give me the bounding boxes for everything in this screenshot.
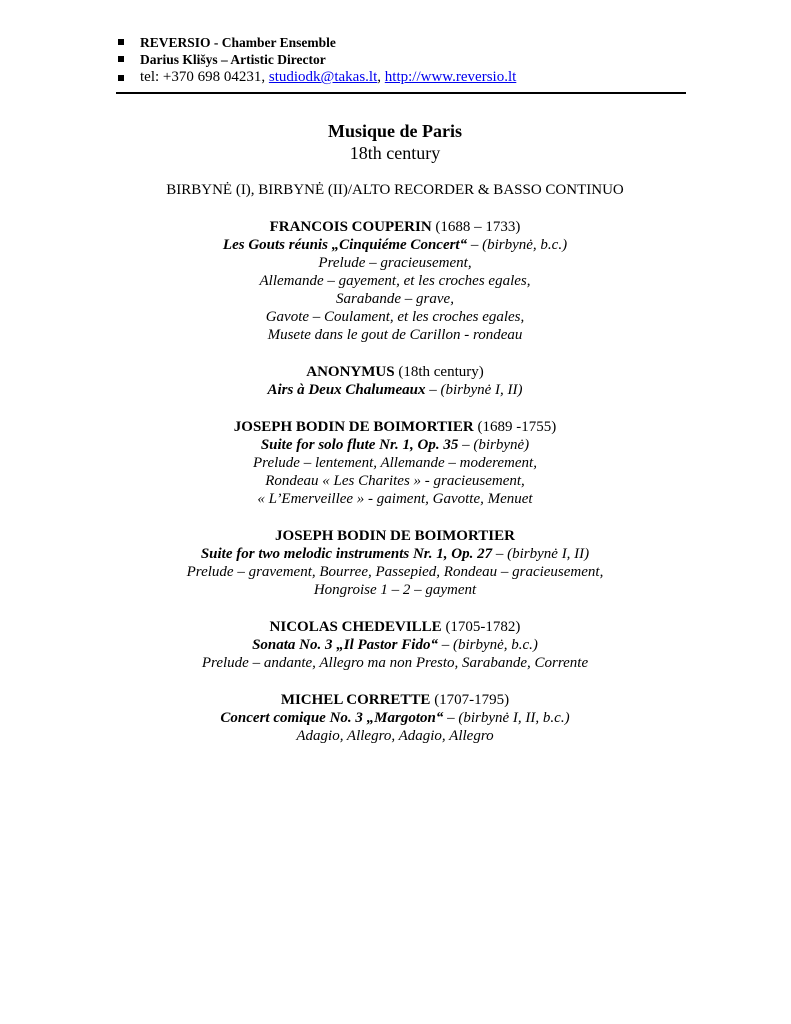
- work-line: [116, 709, 674, 727]
- composer-dates: (18th century): [394, 364, 484, 380]
- work-scoring: – (birbynė, b.c.): [437, 637, 538, 653]
- work-title: Airs à Deux Chalumeaux: [267, 382, 426, 398]
- piece-chedeville: [116, 618, 674, 672]
- ensemble-line: [114, 34, 686, 51]
- composer-line: [116, 527, 674, 545]
- composer-line: [116, 618, 674, 636]
- movement: Sarabande – grave,: [336, 291, 454, 307]
- movement: Adagio, Allegro, Adagio, Allegro: [296, 728, 494, 744]
- program-title: Musique de Paris: [327, 121, 462, 141]
- movement: Allemande – gayement, et les croches egales,: [259, 273, 531, 289]
- movement: Gavote – Coulament, et les croches egales,: [265, 309, 525, 325]
- movement: Hongroise 1 – 2 – gayment: [313, 582, 477, 598]
- composer-name: FRANCOIS COUPERIN: [269, 219, 432, 235]
- piece-couperin: [116, 218, 674, 344]
- piece-boismortier-op27: [116, 527, 674, 599]
- composer-dates: (1707-1795): [430, 692, 510, 708]
- work-title: Suite for two melodic instruments Nr. 1, Op. 27: [200, 546, 493, 562]
- contact-header: [114, 34, 686, 87]
- header-divider: [116, 92, 686, 94]
- work-title: Les Gouts réunis „Cinquiéme Concert“: [222, 237, 468, 253]
- composer-line: [116, 418, 674, 436]
- composer-name: ANONYMUS: [306, 364, 395, 380]
- work-line: [116, 545, 674, 563]
- composer-line: [116, 218, 674, 236]
- movement: Prelude – gracieusement,: [318, 255, 472, 271]
- work-scoring: – (birbynė I, II): [425, 382, 523, 398]
- piece-boismortier-op35: [116, 418, 674, 508]
- work-title: Concert comique No. 3 „Margoton“: [220, 710, 444, 726]
- composer-dates: (1688 – 1733): [431, 219, 521, 235]
- piece-anonymus: [116, 363, 674, 399]
- square-bullet-icon: [118, 39, 124, 45]
- website-link[interactable]: http://www.reversio.lt: [384, 69, 517, 85]
- movement: « L’Emerveillee » - gaiment, Gavotte, Menuet: [257, 491, 533, 507]
- work-line: [116, 636, 674, 654]
- composer-name: NICOLAS CHEDEVILLE: [269, 619, 442, 635]
- piece-corrette: [116, 691, 674, 745]
- movement: Prelude – lentement, Allemande – moderement,: [253, 455, 537, 471]
- movement: Prelude – andante, Allegro ma non Presto, Sarabande, Corrente: [201, 655, 589, 671]
- director-name: Darius Klišys – Artistic Director: [140, 52, 326, 67]
- movement: Rondeau « Les Charites » - gracieusement,: [265, 473, 525, 489]
- work-title: Sonata No. 3 „Il Pastor Fido“: [252, 637, 438, 653]
- composer-name: JOSEPH BODIN DE BOIMORTIER: [275, 528, 515, 544]
- link-separator: ,: [377, 69, 385, 85]
- composer-dates: (1689 -1755): [473, 419, 557, 435]
- composer-line: [116, 691, 674, 709]
- movement: Prelude – gravement, Bourree, Passepied, Rondeau – gracieusement,: [186, 564, 604, 580]
- square-bullet-icon: [118, 75, 124, 81]
- work-line: [116, 236, 674, 254]
- composer-name: MICHEL CORRETTE: [280, 692, 431, 708]
- work-scoring: – (birbynė I, II, b.c.): [443, 710, 570, 726]
- instrumentation: BIRBYNĖ (I), BIRBYNĖ (II)/ALTO RECORDER & BASSO CONTINUO: [166, 182, 624, 198]
- work-scoring: – (birbynė, b.c.): [467, 237, 568, 253]
- work-scoring: – (birbynė I, II): [492, 546, 590, 562]
- program: [116, 120, 674, 764]
- work-title: Suite for solo flute Nr. 1, Op. 35: [260, 437, 459, 453]
- work-scoring: – (birbynė): [458, 437, 530, 453]
- movement: Musete dans le gout de Carillon - rondeau: [267, 327, 523, 343]
- email-link[interactable]: studiodk@takas.lt: [268, 69, 378, 85]
- work-line: [116, 381, 674, 399]
- contact-list: [114, 34, 686, 87]
- composer-name: JOSEPH BODIN DE BOIMORTIER: [233, 419, 474, 435]
- program-subtitle: 18th century: [349, 143, 441, 163]
- director-line: [114, 51, 686, 68]
- telephone: tel: +370 698 04231,: [140, 69, 269, 85]
- ensemble-name: REVERSIO - Chamber Ensemble: [140, 35, 336, 50]
- square-bullet-icon: [118, 56, 124, 62]
- composer-dates: (1705-1782): [441, 619, 521, 635]
- composer-line: [116, 363, 674, 381]
- work-line: [116, 436, 674, 454]
- contact-line: [114, 68, 686, 87]
